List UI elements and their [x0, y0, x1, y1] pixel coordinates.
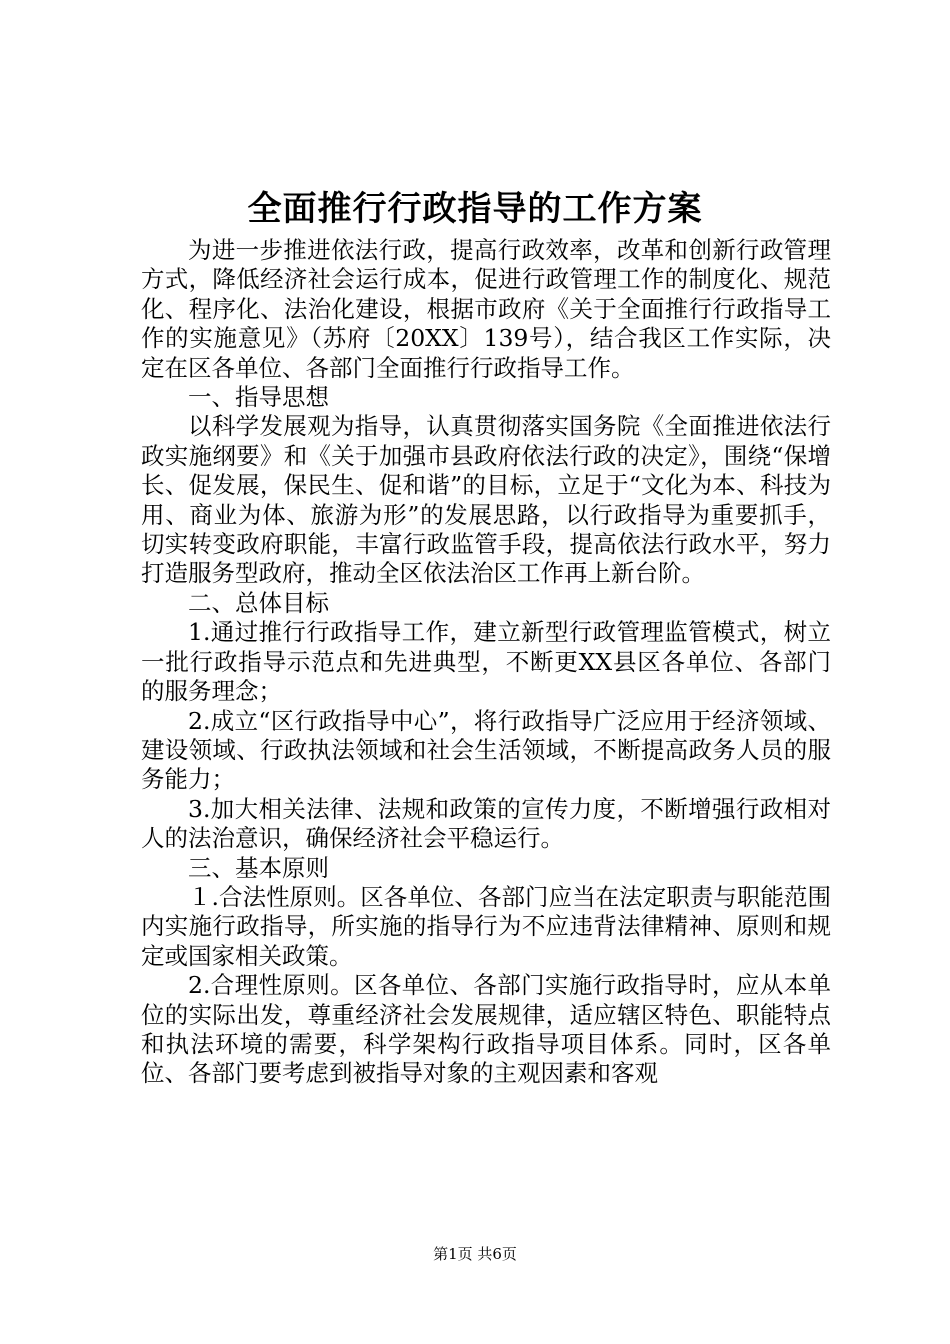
paragraph-guiding-ideology: 以科学发展观为指导，认真贯彻落实国务院《全面推进依法行政实施纲要》和《关于加强市县政府依法行政的决定》，围绕“保增长、促发展，保民生、促和谐”的目标，立足于“文化为本、科技为用、商业为体、旅游为形”的发展思路，以行政指导为重要抓手，切实转变政府职能，丰富行政监管手段，提高依法行政水平，努力打造服务型政府，推动全区依法治区工作再上新台阶。 — [141, 412, 831, 588]
paragraph-goal-3: 3.加大相关法律、法规和政策的宣传力度，不断增强行政相对人的法治意识，确保经济社会平稳运行。 — [141, 794, 831, 853]
section-heading-guiding-ideology: 一、指导思想 — [188, 383, 329, 412]
section-heading-overall-goals: 二、总体目标 — [188, 588, 329, 617]
section-heading-basic-principles: 三、基本原则 — [188, 853, 329, 882]
paragraph-goal-1: 1.通过推行行政指导工作，建立新型行政管理监管模式，树立一批行政指导示范点和先进典型，不断更XX县区各单位、各部门的服务理念； — [141, 618, 831, 706]
paragraph-principle-2: 2.合理性原则。区各单位、各部门实施行政指导时，应从本单位的实际出发，尊重经济社会发展规律，适应辖区特色、职能特点和执法环境的需要，科学架构行政指导项目体系。同时，区各单位、各部门要考虑到被指导对象的主观因素和客观 — [141, 971, 831, 1088]
paragraph-goal-2: 2.成立“区行政指导中心”，将行政指导广泛应用于经济领域、建设领域、行政执法领域和社会生活领域，不断提高政务人员的服务能力； — [141, 706, 831, 794]
page-footer: 第1页 共6页 — [433, 1245, 517, 1263]
document-body — [141, 236, 831, 1089]
document-title: 全面推行行政指导的工作方案 — [247, 189, 703, 229]
paragraph-intro: 为进一步推进依法行政，提高行政效率，改革和创新行政管理方式，降低经济社会运行成本，促进行政管理工作的制度化、规范化、程序化、法治化建设，根据市政府《关于全面推行行政指导工作的实施意见》（苏府〔20XX〕139号），结合我区工作实际，决定在区各单位、各部门全面推行行政指导工作。 — [141, 236, 831, 382]
paragraph-principle-1: １.合法性原则。区各单位、各部门应当在法定职责与职能范围内实施行政指导，所实施的指导行为不应违背法律精神、原则和规定或国家相关政策。 — [141, 882, 831, 970]
